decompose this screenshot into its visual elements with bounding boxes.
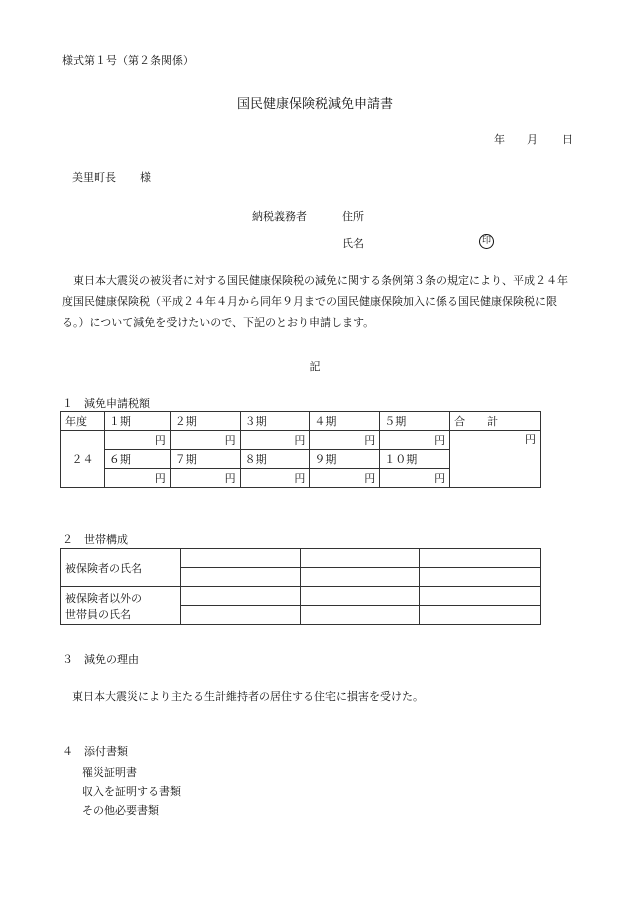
period-2-label: ２期 bbox=[170, 412, 240, 431]
section4-heading: ４ 添付書類 bbox=[62, 745, 128, 758]
insured-name-cell bbox=[180, 549, 300, 568]
period-7-label: ７期 bbox=[170, 450, 240, 469]
non-insured-name-label bbox=[61, 587, 181, 625]
non-insured-label-line1: 被保険者以外の bbox=[65, 591, 142, 605]
non-insured-name-cell bbox=[420, 587, 541, 606]
insured-name-cell bbox=[300, 568, 420, 587]
insured-name-cell bbox=[180, 568, 300, 587]
year-value: ２４ bbox=[61, 431, 105, 488]
ki-heading: 記 bbox=[309, 360, 321, 373]
non-insured-name-cell bbox=[300, 587, 420, 606]
date-day: 日 bbox=[562, 133, 573, 146]
period-8-label: ８期 bbox=[240, 450, 310, 469]
taxpayer-label: 納税義務者 bbox=[252, 210, 307, 223]
insured-name-cell bbox=[300, 549, 420, 568]
household-table bbox=[60, 548, 541, 625]
attachment-item: その他必要書類 bbox=[82, 804, 159, 817]
period-3-amount: 円 bbox=[240, 431, 310, 450]
address-label: 住所 bbox=[342, 210, 364, 223]
insured-name-label: 被保険者の氏名 bbox=[61, 549, 181, 587]
application-body-text: 東日本大震災の被災者に対する国民健康保険税の減免に関する条例第３条の規定により、平成２４年度国民健康保険税（平成２４年４月から同年９月までの国民健康保険加入に係る国民健康保険税に限る。）について減免を受けたいので、下記のとおり申請します。 bbox=[62, 274, 568, 329]
name-label: 氏名 bbox=[342, 237, 364, 250]
non-insured-name-cell bbox=[180, 606, 300, 625]
period-2-amount: 円 bbox=[170, 431, 240, 450]
period-10-amount: 円 bbox=[380, 469, 450, 488]
date-year: 年 bbox=[494, 133, 505, 146]
reduction-reason: 東日本大震災により主たる生計維持者の居住する住宅に損害を受けた。 bbox=[72, 690, 424, 703]
period-5-label: ５期 bbox=[380, 412, 450, 431]
insured-name-cell bbox=[420, 568, 541, 587]
period-1-amount: 円 bbox=[104, 431, 170, 450]
period-4-label: ４期 bbox=[310, 412, 380, 431]
section1-heading: １ 減免申請税額 bbox=[62, 397, 150, 410]
addressee-name: 美里町長 bbox=[72, 171, 116, 184]
page-title: 国民健康保険税減免申請書 bbox=[236, 97, 393, 112]
total-amount: 円 bbox=[450, 431, 541, 488]
section2-heading: ２ 世帯構成 bbox=[62, 533, 128, 546]
attachment-item: 収入を証明する書類 bbox=[82, 785, 181, 798]
section3-heading: ３ 減免の理由 bbox=[62, 653, 139, 666]
total-header: 合 計 bbox=[450, 412, 541, 431]
period-9-amount: 円 bbox=[310, 469, 380, 488]
non-insured-label-line2: 世帯員の氏名 bbox=[65, 607, 131, 621]
tax-amount-table bbox=[60, 411, 541, 488]
form-number: 様式第１号（第２条関係） bbox=[62, 54, 194, 67]
period-7-amount: 円 bbox=[170, 469, 240, 488]
period-10-label: １０期 bbox=[380, 450, 450, 469]
non-insured-name-cell bbox=[420, 606, 541, 625]
period-1-label: １期 bbox=[104, 412, 170, 431]
year-header: 年度 bbox=[61, 412, 105, 431]
period-3-label: ３期 bbox=[240, 412, 310, 431]
non-insured-name-cell bbox=[180, 587, 300, 606]
period-9-label: ９期 bbox=[310, 450, 380, 469]
period-8-amount: 円 bbox=[240, 469, 310, 488]
non-insured-name-cell bbox=[300, 606, 420, 625]
date-month: 月 bbox=[527, 133, 538, 146]
seal-mark: 印 bbox=[479, 234, 494, 249]
period-6-amount: 円 bbox=[104, 469, 170, 488]
period-6-label: ６期 bbox=[104, 450, 170, 469]
period-4-amount: 円 bbox=[310, 431, 380, 450]
insured-name-cell bbox=[420, 549, 541, 568]
addressee-honorific: 様 bbox=[140, 171, 151, 184]
period-5-amount: 円 bbox=[380, 431, 450, 450]
attachment-item: 罹災証明書 bbox=[82, 766, 137, 779]
